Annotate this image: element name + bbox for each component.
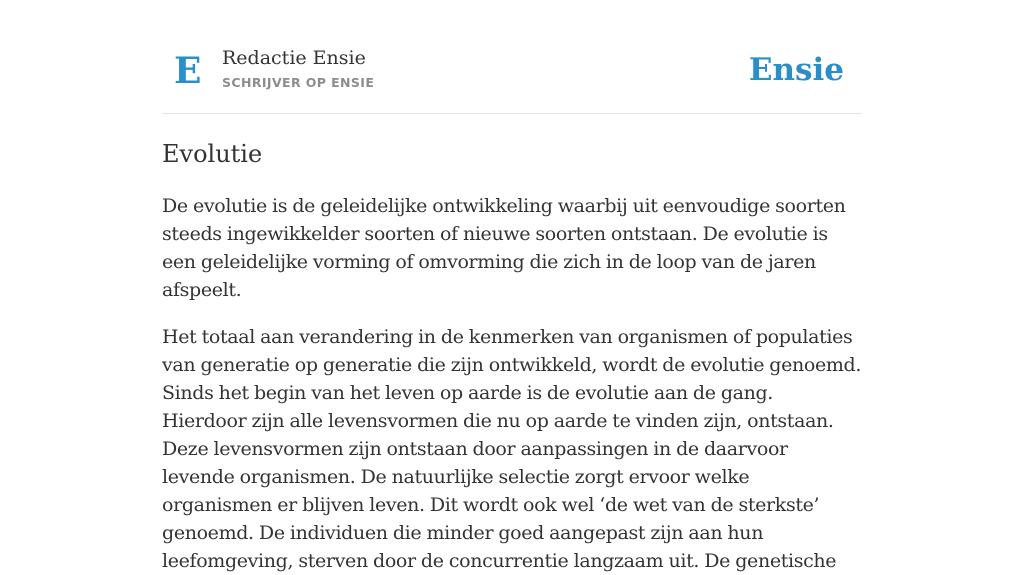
article-paragraph: Het totaal aan verandering in de kenmerken van organismen of populaties van generatie op generatie die zijn ontwikkeld, wordt de evolutie genoemd. Sinds het begin van het leven op aarde is de evolutie aan de gang. Hierdoor zijn alle levensvormen die nu op aarde te vinden zijn, ontstaan. Deze levensvormen zijn ontstaan door aanpassingen in de daarvoor levende organismen. De natuurlijke selectie zorgt ervoor welke organismen er blijven leven. Dit wordt ook wel ‘de wet van de sterkste’ genoemd. De individuen die minder goed aangepast zijn aan hun leefomgeving, sterven door de concurrentie langzaam uit. De genetische (162, 326, 862, 572)
brand-logo[interactable]: Ensie (748, 52, 844, 88)
author-avatar[interactable]: E (174, 50, 202, 92)
article-header (162, 0, 862, 114)
article-paragraph: De evolutie is de geleidelijke ontwikkeling waarbij uit eenvoudige soorten steeds ingewikkelder soorten of nieuwe soorten ontstaan. De evolutie is een geleidelijke vorming of omvorming die zich in de loop van de jaren afspeelt. (162, 195, 846, 301)
author-role: SCHRIJVER OP ENSIE (222, 75, 375, 90)
article-title: Evolutie (162, 140, 263, 168)
author-name[interactable]: Redactie Ensie (222, 47, 366, 69)
article-container (162, 0, 862, 575)
